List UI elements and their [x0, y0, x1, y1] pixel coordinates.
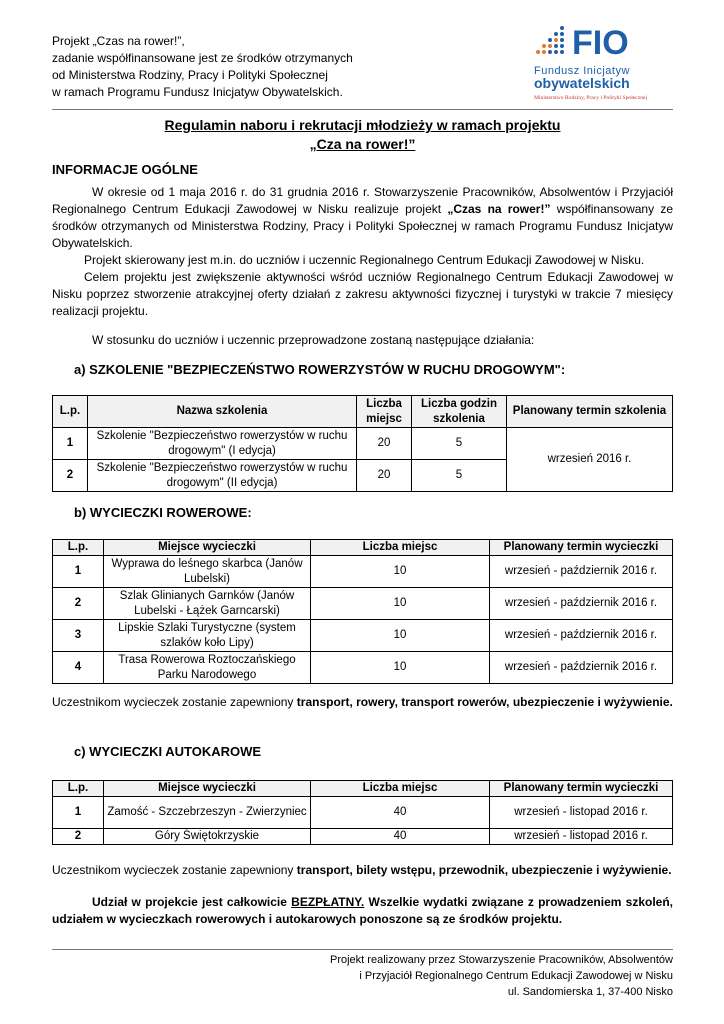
footer-divider	[52, 949, 673, 950]
cell-places: 10	[311, 652, 490, 684]
section-b-heading: b) WYCIECZKI ROWEROWE:	[74, 505, 252, 520]
cell-lp: 3	[53, 620, 104, 652]
general-paragraph-4	[52, 332, 673, 349]
footer-line: ul. Sandomierska 1, 37-400 Nisko	[507, 986, 673, 998]
cell-places: 40	[311, 829, 490, 845]
p2-text: Projekt skierowany jest m.in. do uczniów i uczennic Regionalnego Centrum Edukacji Zawodowej w Nisku.	[84, 253, 645, 267]
col-term: Planowany termin szkolenia	[507, 396, 673, 428]
col-term: Planowany termin wycieczki	[490, 781, 673, 797]
header-divider	[52, 109, 673, 110]
logo-main: FIO	[572, 24, 629, 62]
section-a-heading: a) SZKOLENIE "BEZPIECZEŃSTWO ROWERZYSTÓW W RUCHU DROGOWYM":	[74, 362, 566, 377]
table-header-row	[53, 396, 673, 428]
cell-place: Zamość - Szczebrzeszyn - Zwierzyniec	[104, 797, 311, 829]
section-c-note	[52, 862, 673, 879]
final-text: Udział w projekcie jest całkowicie	[92, 895, 292, 909]
cell-place: Lipskie Szlaki Turystyczne (system szlaków koło Lipy)	[104, 620, 311, 652]
cell-name: Szkolenie "Bezpieczeństwo rowerzystów w ruchu drogowym" (I edycja)	[88, 428, 357, 460]
col-name: Nazwa szkolenia	[88, 396, 357, 428]
note-bold: transport, bilety wstępu, przewodnik, ubezpieczenie i wyżywienie.	[296, 863, 672, 877]
col-places: Liczba miejsc	[311, 781, 490, 797]
cell-lp: 2	[53, 460, 88, 492]
cell-term: wrzesień 2016 r.	[507, 428, 673, 492]
table-header-row	[53, 781, 673, 797]
note-bold: transport, rowery, transport rowerów, ubezpieczenie i wyżywienie.	[296, 695, 673, 709]
section-b-note	[52, 694, 673, 711]
cell-lp: 4	[53, 652, 104, 684]
table-row	[53, 588, 673, 620]
col-term: Planowany termin wycieczki	[490, 540, 673, 556]
cell-lp: 1	[53, 428, 88, 460]
header-line: w ramach Programu Fundusz Inicjatyw Obywatelskich.	[52, 85, 343, 99]
note-text: Uczestnikom wycieczek zostanie zapewniony	[52, 695, 297, 709]
final-text-end: Wszelkie wydatki związane z prowadzeniem szkoleń, udziałem w wycieczkach rowerowych i autokarowych ponoszone są ze środków projektu.	[52, 895, 673, 926]
col-place: Miejsce wycieczki	[104, 540, 311, 556]
cell-places: 20	[357, 428, 412, 460]
general-heading: INFORMACJE OGÓLNE	[52, 162, 198, 177]
footer-line: Projekt realizowany przez Stowarzyszenie Pracowników, Absolwentów	[330, 954, 673, 966]
cell-places: 20	[357, 460, 412, 492]
cell-place: Wyprawa do leśnego skarbca (Janów Lubelski)	[104, 556, 311, 588]
table-header-row	[53, 540, 673, 556]
logo-line3: Ministerstwo Rodziny, Pracy i Polityki Społecznej	[534, 95, 648, 101]
title-line1: Regulamin naboru i rekrutacji młodzieży w ramach projektu	[164, 117, 561, 133]
cell-places: 10	[311, 556, 490, 588]
table-row	[53, 797, 673, 829]
cell-places: 10	[311, 620, 490, 652]
cell-name: Szkolenie "Bezpieczeństwo rowerzystów w ruchu drogowym" (II edycja)	[88, 460, 357, 492]
table-row	[53, 652, 673, 684]
bike-trips-table	[52, 539, 673, 684]
section-c-heading: c) WYCIECZKI AUTOKAROWE	[74, 744, 262, 759]
bus-trips-table	[52, 780, 673, 845]
dots-icon	[536, 26, 564, 54]
title-line2: „Cza na rower!”	[309, 136, 416, 152]
table-row	[53, 428, 673, 460]
cell-term: wrzesień - październik 2016 r.	[490, 556, 673, 588]
cell-place: Góry Świętokrzyskie	[104, 829, 311, 845]
cell-lp: 2	[53, 829, 104, 845]
cell-hours: 5	[412, 428, 507, 460]
header-text	[52, 33, 412, 101]
cell-term: wrzesień - listopad 2016 r.	[490, 797, 673, 829]
p3-text: Celem projektu jest zwiększenie aktywności wśród uczniów Regionalnego Centrum Edukacji Zawodowej w Nisku poprzez stworzenie atrakcyjnej oferty działań z zakresu aktywności fizycznej i turystyki w trakcie 7 miesięcy realizacji projektu.	[52, 270, 673, 318]
p1-text: W okresie od 1 maja 2016 r. do 31 grudnia 2016 r. Stowarzyszenie Pracowników, Absolwentów i Przyjaciół Regionalnego Centrum Edukacji Zawodowej w Nisku realizuje projekt	[52, 185, 673, 216]
table-row	[53, 829, 673, 845]
header-line: zadanie współfinansowane jest ze środków otrzymanych	[52, 51, 353, 65]
free-label: BEZPŁATNY.	[291, 895, 365, 909]
cell-places: 10	[311, 588, 490, 620]
cell-term: wrzesień - listopad 2016 r.	[490, 829, 673, 845]
cell-lp: 1	[53, 797, 104, 829]
general-paragraph-3	[52, 269, 673, 320]
cell-lp: 2	[53, 588, 104, 620]
cell-term: wrzesień - październik 2016 r.	[490, 620, 673, 652]
cell-lp: 1	[53, 556, 104, 588]
cell-hours: 5	[412, 460, 507, 492]
cell-term: wrzesień - październik 2016 r.	[490, 652, 673, 684]
col-places: Liczba miejsc	[357, 396, 412, 428]
p4-text: W stosunku do uczniów i uczennic przeprowadzone zostaną następujące działania:	[92, 333, 535, 347]
final-paragraph	[52, 894, 673, 928]
col-places: Liczba miejsc	[311, 540, 490, 556]
p1-text-end: współfinansowany ze środków otrzymanych od Ministerstwa Rodziny, Pracy i Polityki Społecznej w ramach Programu Fundusz Inicjatyw Obywatelskich.	[52, 202, 674, 250]
col-hours: Liczba godzin szkolenia	[412, 396, 507, 428]
col-lp: L.p.	[53, 781, 104, 797]
fio-logo	[532, 22, 672, 102]
logo-line2: obywatelskich	[534, 75, 630, 91]
training-table	[52, 395, 673, 492]
project-name: „Czas na rower!”	[447, 202, 551, 216]
general-paragraph-1	[52, 184, 673, 252]
header-line: Projekt „Czas na rower!”,	[52, 34, 185, 48]
col-lp: L.p.	[53, 540, 104, 556]
col-lp: L.p.	[53, 396, 88, 428]
note-text: Uczestnikom wycieczek zostanie zapewniony	[52, 863, 297, 877]
cell-place: Szlak Glinianych Garnków (Janów Lubelski - Łążek Garncarski)	[104, 588, 311, 620]
document-title	[52, 116, 673, 154]
general-paragraph-2	[52, 252, 673, 269]
cell-place: Trasa Rowerowa Roztoczańskiego Parku Narodowego	[104, 652, 311, 684]
footer	[330, 952, 673, 1000]
cell-places: 40	[311, 797, 490, 829]
table-row	[53, 620, 673, 652]
header-line: od Ministerstwa Rodziny, Pracy i Polityki Społecznej	[52, 68, 328, 82]
footer-line: i Przyjaciół Regionalnego Centrum Edukacji Zawodowej w Nisku	[359, 970, 673, 982]
cell-term: wrzesień - październik 2016 r.	[490, 588, 673, 620]
logo-line1: Fundusz Inicjatyw	[534, 65, 630, 77]
col-place: Miejsce wycieczki	[104, 781, 311, 797]
table-row	[53, 556, 673, 588]
